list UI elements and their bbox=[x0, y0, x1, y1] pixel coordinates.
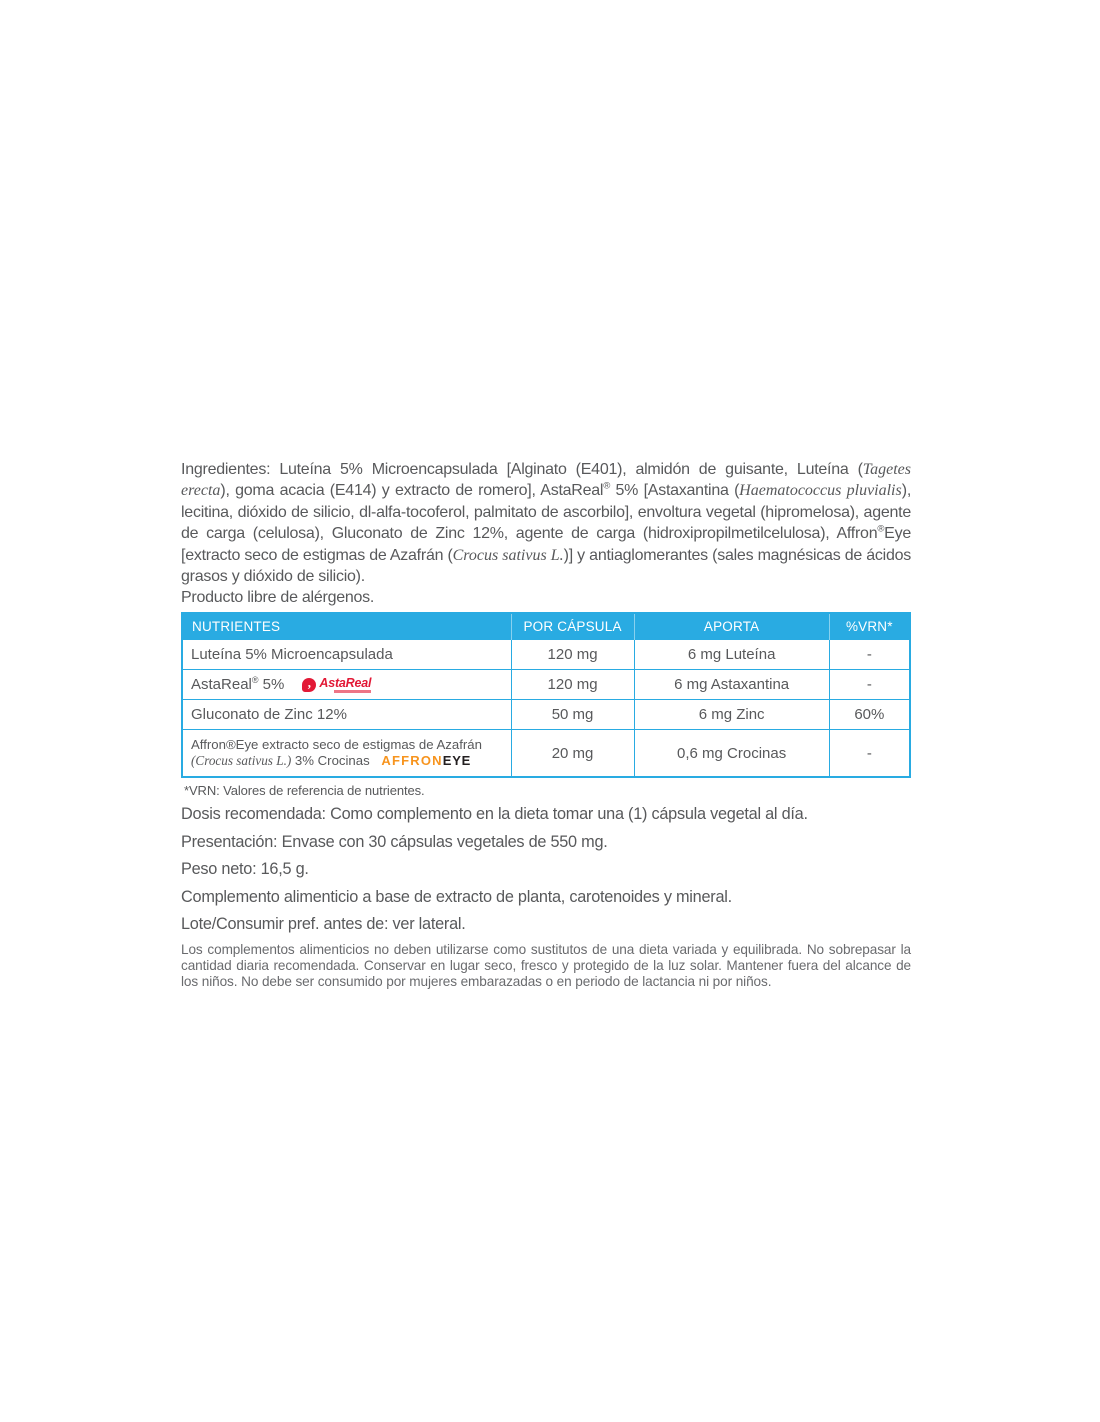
cell-nutrient-name: Luteína 5% Microencapsulada bbox=[182, 640, 511, 670]
allergen-free-line: Producto libre de alérgenos. bbox=[181, 589, 375, 607]
astareal-logo bbox=[302, 674, 372, 693]
cell-aporta: 6 mg Luteína bbox=[634, 640, 829, 670]
cell-aporta: 6 mg Zinc bbox=[634, 700, 829, 730]
supplement-description-line: Complemento alimenticio a base de extracto de planta, carotenoides y mineral. bbox=[181, 887, 732, 906]
dosage-line: Dosis recomendada: Como complemento en la dieta tomar una (1) cápsula vegetal al día. bbox=[181, 805, 808, 824]
table-row-astareal bbox=[182, 670, 910, 700]
affron-brand-wordmark: AFFRON bbox=[381, 753, 443, 769]
cell-vrn: - bbox=[829, 670, 910, 700]
cell-per-capsule: 120 mg bbox=[511, 640, 634, 670]
table-header-row bbox=[182, 613, 910, 640]
cell-nutrient-name: Gluconato de Zinc 12% bbox=[182, 700, 511, 730]
cell-per-capsule: 50 mg bbox=[511, 700, 634, 730]
header-aporta: APORTA bbox=[634, 613, 829, 640]
cell-aporta: 0,6 mg Crocinas bbox=[634, 730, 829, 778]
fine-print-paragraph: Los complementos alimenticios no deben utilizarse como sustitutos de una dieta variada y equilibrada. No sobrepasar la cantidad diaria recomendada. Conservar en lugar seco, fresco y protegido de la luz solar. Mantener fuera del alcance de los niños. No debe ser consumido por mujeres embarazadas o en periodo de lactancia ni por niños. bbox=[181, 941, 911, 990]
ingredients-paragraph: Ingredientes: Luteína 5% Microencapsulada [Alginato (E401), almidón de guisante, Luteína (Tagetes erecta), goma acacia (E414) y extracto de romero], AstaReal® 5% [Astaxantina (Haematococcus pluvialis), lecitina, dióxido de silicio, dl-alfa-tocoferol, palmitato de ascorbilo], envoltura vegetal (hipromelosa), agente de carga (celulosa), Gluconato de Zinc 12%, agente de carga (hidroxipropilmetilcelulosa), Affron®Eye [extracto seco de estigmas de Azafrán (Crocus sativus L.)] y antiaglomerantes (sales magnésicas de ácidos grasos y dióxido de silicio). bbox=[181, 461, 912, 586]
astareal-balloon-icon: , bbox=[302, 678, 316, 692]
affron-eye-logo bbox=[381, 753, 471, 768]
cell-nutrient-name bbox=[182, 730, 511, 778]
table-row-zinc bbox=[182, 700, 910, 730]
astareal-wordmark: AstaReal bbox=[319, 675, 372, 690]
affron-name-line2: (Crocus sativus L.) 3% Crocinas bbox=[191, 753, 370, 769]
nutrients-table bbox=[181, 612, 911, 778]
table-row-luteina bbox=[182, 640, 910, 670]
cell-per-capsule: 120 mg bbox=[511, 670, 634, 700]
header-vrn: %VRN* bbox=[829, 613, 910, 640]
header-por-capsula: POR CÁPSULA bbox=[511, 613, 634, 640]
vrn-footnote: *VRN: Valores de referencia de nutrientes. bbox=[184, 783, 425, 799]
net-weight-line: Peso neto: 16,5 g. bbox=[181, 860, 309, 879]
affron-name-line1: Affron®Eye extracto seco de estigmas de Azafrán bbox=[191, 737, 482, 753]
affron-eye-wordmark: EYE bbox=[442, 753, 472, 769]
table-row-affron bbox=[182, 730, 910, 778]
cell-nutrient-name bbox=[182, 670, 511, 700]
cell-aporta: 6 mg Astaxantina bbox=[634, 670, 829, 700]
label-content bbox=[181, 459, 911, 991]
astareal-tagline bbox=[334, 690, 371, 693]
astareal-name: AstaReal® 5% bbox=[191, 675, 285, 694]
lot-line: Lote/Consumir pref. antes de: ver lateral. bbox=[181, 915, 466, 934]
header-nutrientes: NUTRIENTES bbox=[182, 613, 511, 640]
cell-per-capsule: 20 mg bbox=[511, 730, 634, 778]
cell-vrn: 60% bbox=[829, 700, 910, 730]
cell-vrn: - bbox=[829, 640, 910, 670]
cell-vrn: - bbox=[829, 730, 910, 778]
presentation-line: Presentación: Envase con 30 cápsulas vegetales de 550 mg. bbox=[181, 832, 608, 851]
